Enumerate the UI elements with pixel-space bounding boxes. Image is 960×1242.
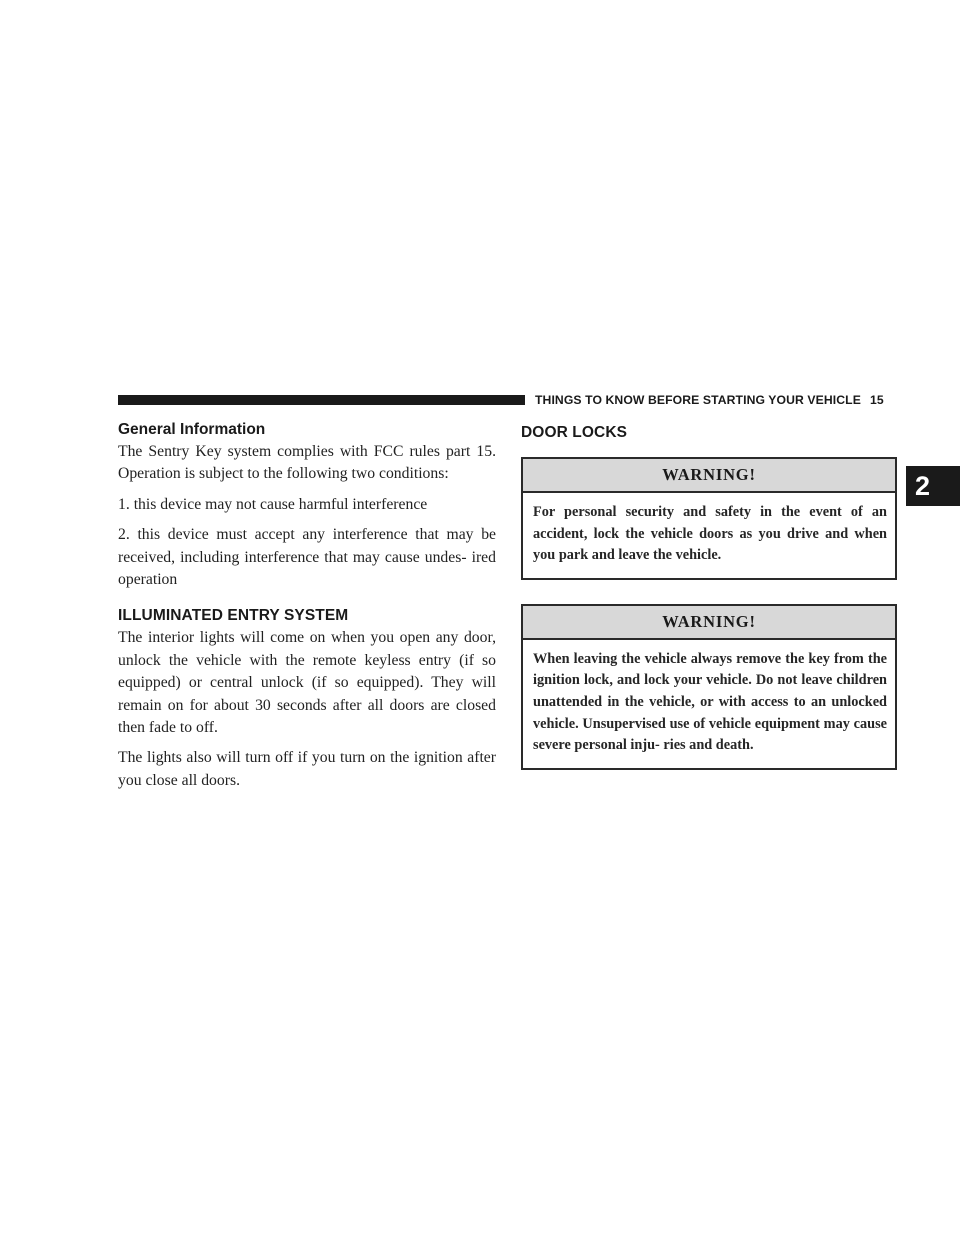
general-information-heading: General Information xyxy=(118,421,266,438)
page-number: 15 xyxy=(869,393,884,407)
header-rule xyxy=(118,395,525,405)
warning-box-2-text: When leaving the vehicle always remove the key from the ignition lock, and lock your vehicle. Do not leave children unattended in the vehicle, or with access to an unlocked vehicle. Unsupervised use of vehicle equipment may cause severe personal inju- ries and death. xyxy=(533,650,887,754)
illuminated-paragraph-1: The interior lights will come on when you open any door, unlock the vehicle with the remote keyless entry (if so equipped) or central unlock (if so equipped). They will remain on for about 30 seconds after all doors are closed then fade to off. xyxy=(118,629,496,737)
warning-box-2 xyxy=(521,604,897,770)
chapter-tab xyxy=(906,466,960,506)
illuminated-paragraph-2: The lights also will turn off if you turn on the ignition after you close all doors. xyxy=(118,749,496,789)
warning-box-1-text: For personal security and safety in the event of an accident, lock the vehicle doors as you drive and when you park and leave the vehicle. xyxy=(533,504,887,564)
condition-item-2: 2. this device must accept any interference that may be received, including interference that may cause undes- ired operation xyxy=(118,526,496,589)
left-column xyxy=(118,419,496,792)
warning-box-1 xyxy=(521,457,897,580)
condition-item-1: 1. this device may not cause harmful interference xyxy=(118,495,428,513)
running-header xyxy=(535,392,897,408)
illuminated-entry-heading: ILLUMINATED ENTRY SYSTEM xyxy=(118,607,349,625)
header-title: THINGS TO KNOW BEFORE STARTING YOUR VEHICLE xyxy=(535,393,861,407)
warning-box-2-title: WARNING! xyxy=(523,606,895,640)
right-column xyxy=(521,419,897,770)
chapter-tab-number: 2 xyxy=(915,471,931,501)
general-paragraph: The Sentry Key system complies with FCC rules part 15. Operation is subject to the following two conditions: xyxy=(118,443,496,483)
door-locks-heading: DOOR LOCKS xyxy=(521,424,628,441)
warning-box-1-title: WARNING! xyxy=(523,459,895,493)
